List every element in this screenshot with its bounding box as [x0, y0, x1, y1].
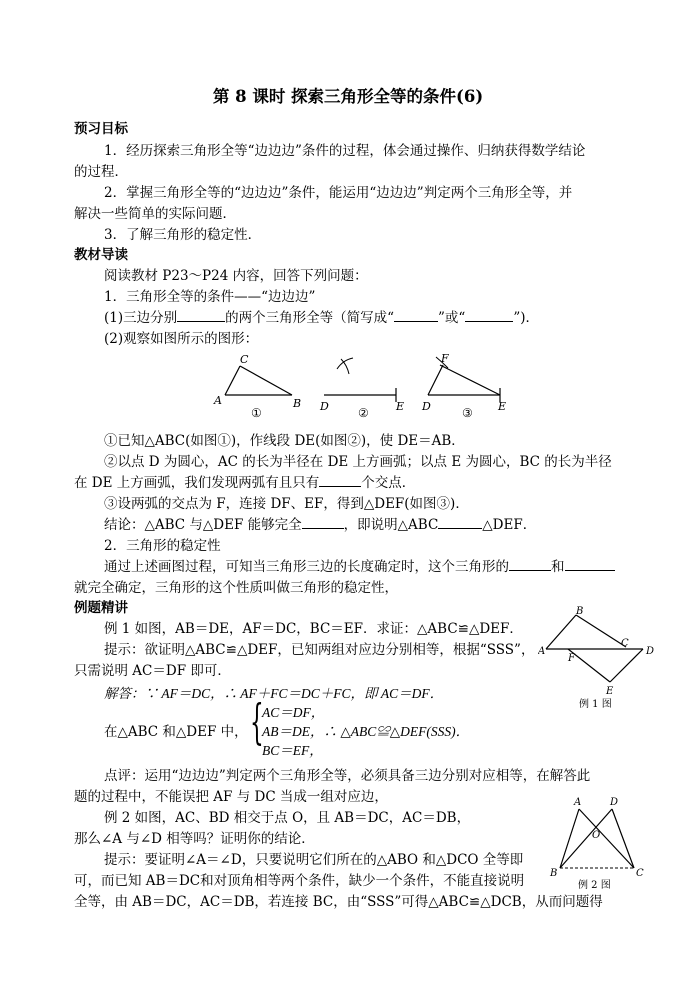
- conclusion-part-b: ，即说明△ABC: [343, 517, 439, 533]
- figure-1-triangle: [213, 353, 301, 420]
- solution-lead: 解答：∵ AF＝DC，∴ AF＋FC＝DC＋FC，即 AC＝DF．: [104, 686, 444, 701]
- figure-caption: 例 2 图: [578, 880, 611, 891]
- point-label: D: [646, 646, 655, 657]
- solution-in-triangles: 在△ABC 和△DEF 中，: [104, 724, 248, 740]
- goal-1-line-2: 的过程．: [74, 164, 128, 180]
- subheading-sss: 1．三角形全等的条件——“边边边”: [104, 289, 316, 305]
- system-brace: {: [250, 694, 264, 750]
- point-label: C: [621, 638, 629, 649]
- reading-intro: 阅读教材 P23～P24 内容，回答下列问题：: [104, 268, 368, 284]
- q1-part-a: (1)三边分别: [104, 310, 178, 326]
- figure-caption: 例 1 图: [579, 699, 612, 710]
- construction-figures: [210, 350, 520, 428]
- conclusion: [104, 515, 536, 535]
- fill-blank[interactable]: [565, 557, 615, 571]
- figure-caption: ②: [358, 406, 369, 420]
- fill-blank[interactable]: [465, 308, 513, 322]
- review-line-1: 点评：运用“边边边”判定两个三角形全等，必须具备三边分别对应相等，在解答此: [104, 768, 591, 784]
- point-label: B: [576, 606, 584, 617]
- step-2-line-2: [74, 473, 415, 493]
- fill-blank[interactable]: [302, 515, 344, 529]
- fill-blank[interactable]: [177, 308, 225, 322]
- page-title: 第 8 课时 探索三角形全等的条件(6): [212, 87, 484, 106]
- question-1: [104, 308, 539, 328]
- figure-caption: ③: [462, 406, 473, 420]
- point-label: E: [606, 686, 614, 697]
- point-label: D: [610, 797, 619, 808]
- example-1-figure: [538, 604, 658, 714]
- goal-3: 3．了解三角形的稳定性．: [104, 227, 262, 243]
- point-label: D: [320, 400, 329, 413]
- figure-2-segment: [319, 358, 404, 420]
- example-2-hint-1: 提示：要证明∠A＝∠D，只要说明它们所在的△ABO 和△DCO 全等即: [104, 852, 524, 868]
- fill-blank[interactable]: [509, 557, 551, 571]
- example-1-statement: 例 1 如图，AB＝DE，AF＝DC，BC＝EF．求证：△ABC≌△DEF．: [104, 621, 523, 637]
- example-1-hint: 提示：欲证明△ABC≌△DEF，已知两组对应边分别相等，根据“SSS”，: [104, 642, 535, 658]
- goal-2-line-2: 解决一些简单的实际问题．: [74, 206, 236, 222]
- point-label: A: [538, 646, 546, 657]
- point-label: F: [568, 653, 575, 664]
- stability-and: 和: [551, 559, 565, 575]
- solution-condition-1: AC＝DF，: [262, 705, 325, 720]
- goal-1-line-1: 1．经历探索三角形全等“边边边”条件的过程，体会通过操作、归纳获得数学结论: [104, 143, 586, 159]
- figure-caption: ①: [251, 406, 262, 420]
- figure-3-triangle: [421, 352, 506, 420]
- conclusion-part-c: △DEF．: [482, 517, 537, 533]
- solution-condition-2: AB＝DE，∴ △ABC≌△DEF(SSS)．: [262, 724, 470, 739]
- point-label: B: [550, 868, 558, 879]
- point-label: E: [498, 400, 507, 413]
- point-label: E: [396, 400, 405, 413]
- section-heading-examples: 例题精讲: [74, 600, 128, 616]
- step-2-line-1: ②以点 D 为圆心，AC 的长为半径在 DE 上方画弧；以点 E 为圆心，BC 的长为半径: [104, 454, 612, 470]
- solution-condition-3: BC＝EF，: [262, 743, 323, 758]
- q1-part-c: ”或“: [438, 310, 466, 326]
- fill-blank[interactable]: [438, 515, 482, 529]
- step-2-text-end: 个交点．: [361, 475, 416, 491]
- section-heading-preview-goals: 预习目标: [74, 121, 128, 137]
- point-label: O: [592, 830, 601, 841]
- step-2-text: 在 DE 上方画弧，我们发现两弧有且只有: [74, 475, 320, 491]
- point-label: A: [574, 797, 582, 808]
- point-label: C: [240, 353, 249, 366]
- example-2-question: 那么∠A 与∠D 相等吗？证明你的结论．: [74, 831, 315, 847]
- point-label: D: [422, 400, 431, 413]
- subheading-stability: 2．三角形的稳定性: [104, 538, 221, 554]
- fill-blank[interactable]: [319, 473, 361, 487]
- example-2-statement: 例 2 如图，AC、BD 相交于点 O，且 AB＝DC，AC＝DB，: [104, 810, 471, 826]
- example-2-hint-3: 全等，由 AB＝DC，AC＝DB，若连接 BC，由“SSS”可得△ABC≌△DCB，从而问题得: [74, 894, 603, 910]
- step-3: ③设两弧的交点为 F，连接 DF、EF，得到△DEF(如图③)．: [104, 496, 469, 512]
- stability-line-2: 就完全确定，三角形的这个性质叫做三角形的稳定性，: [74, 580, 398, 596]
- section-heading-textbook-guide: 教材导读: [74, 247, 128, 263]
- point-label: C: [636, 868, 644, 879]
- goal-2-line-1: 2．掌握三角形全等的“边边边”条件，能运用“边边边”判定两个三角形全等，并: [104, 185, 573, 201]
- q1-part-b: 的两个三角形全等（简写成“: [225, 310, 395, 326]
- stability-text: 通过上述画图过程，可知当三角形三边的长度确定时，这个三角形的: [104, 559, 509, 575]
- question-2: (2)观察如图所示的图形：: [104, 331, 259, 347]
- conclusion-part-a: 结论：△ABC 与△DEF 能够完全: [104, 517, 302, 533]
- step-1: ①已知△ABC(如图①)，作线段 DE(如图②)，使 DE＝AB．: [104, 433, 465, 449]
- example-2-figure: [546, 796, 650, 892]
- q1-part-d: ”)．: [513, 310, 540, 326]
- point-label: A: [214, 394, 222, 407]
- example-2-hint-2: 可，而已知 AB＝DC和对顶角相等两个条件，缺少一个条件，不能直接说明: [74, 873, 525, 889]
- stability-line-1: [104, 557, 615, 577]
- point-label: B: [293, 397, 302, 410]
- fill-blank[interactable]: [394, 308, 438, 322]
- review-line-2: 题的过程中，不能误把 AF 与 DC 当成一组对应边，: [74, 789, 388, 805]
- point-label: F: [441, 352, 449, 365]
- example-1-hint-end: 只需说明 AC＝DF 即可．: [74, 663, 231, 679]
